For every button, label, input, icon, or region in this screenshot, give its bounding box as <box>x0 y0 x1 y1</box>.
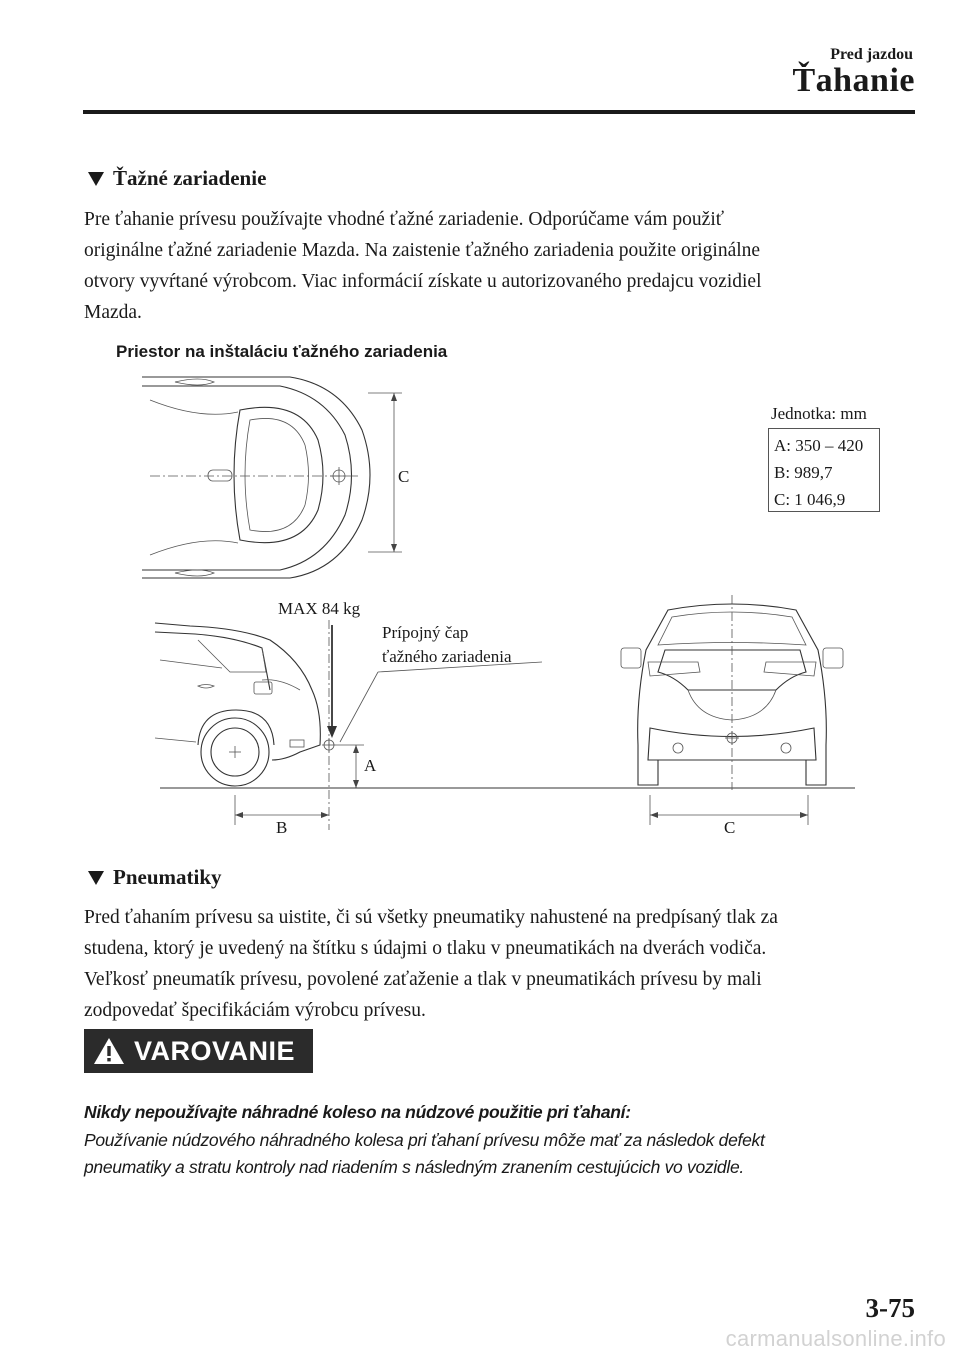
section-label: Pred jazdou <box>830 46 913 63</box>
tires-paragraph <box>84 902 914 1026</box>
warning-badge <box>84 1029 313 1073</box>
spec-b: B: 989,7 <box>774 463 833 482</box>
paragraph-line: Pre ťahanie prívesu používajte vhodné ťažné zariadenie. Odporúčame vám použiť <box>84 209 725 230</box>
warning-body <box>84 1127 914 1181</box>
paragraph-line: Mazda. <box>84 302 142 323</box>
dimension-c-rear: C <box>724 818 736 837</box>
car-top-view <box>142 377 402 578</box>
figure-caption: Priestor na inštaláciu ťažného zariadenia <box>116 342 448 361</box>
paragraph-line: Pred ťahaním prívesu sa uistite, či sú všetky pneumatiky nahustené na predpísaný tlak za <box>84 907 778 928</box>
page-title: Ťahanie <box>792 62 915 99</box>
warning-badge-label: VAROVANIE <box>134 1035 296 1066</box>
warning-line: Používanie núdzového náhradného kolesa pri ťahaní prívesu môže mať za následok defekt <box>84 1130 765 1150</box>
paragraph-line: studena, ktorý je uvedený na štítku s údajmi o tlaku v pneumatikách na dverách vodiča. <box>84 938 767 959</box>
max-load-label: MAX 84 kg <box>278 599 361 618</box>
warning-title: Nikdy nepoužívajte náhradné koleso na núdzové použitie pri ťahaní: <box>84 1102 631 1122</box>
page-number: 3-75 <box>865 1293 915 1323</box>
dimension-c-top: C <box>398 467 410 486</box>
paragraph-line: Veľkosť pneumatík prívesu, povolené zaťaženie a tlak v pneumatikách prívesu by mali <box>84 969 762 990</box>
dimension-a: A <box>364 756 377 775</box>
callout-line-2: ťažného zariadenia <box>382 647 512 666</box>
car-rear-view <box>621 595 843 825</box>
dimension-b: B <box>276 818 288 837</box>
heading-tow-hitch-text: Ťažné zariadenie <box>113 166 267 190</box>
spec-box <box>768 428 880 512</box>
heading-tires <box>88 865 222 890</box>
watermark: carmanualsonline.info <box>725 1326 946 1351</box>
triangle-bullet-icon <box>88 871 104 885</box>
heading-tires-text: Pneumatiky <box>113 865 222 889</box>
callout-line-1: Prípojný čap <box>382 623 469 642</box>
warning-triangle-icon <box>92 1036 126 1066</box>
warning-line: pneumatiky a stratu kontroly nad riadením s následným zranením cestujúcich vo vozidle. <box>84 1157 744 1177</box>
paragraph-line: originálne ťažné zariadenie Mazda. Na zaistenie ťažného zariadenia použite originálne <box>84 240 761 261</box>
spec-a: A: 350 – 420 <box>774 436 864 455</box>
paragraph-line: otvory vyvŕtané výrobcom. Viac informácií získate u autorizovaného predajcu vozidiel <box>84 271 762 292</box>
paragraph-line: zodpovedať špecifikáciám výrobcu prívesu. <box>84 1000 426 1021</box>
unit-label: Jednotka: mm <box>771 404 867 423</box>
spec-c: C: 1 046,9 <box>774 490 846 509</box>
